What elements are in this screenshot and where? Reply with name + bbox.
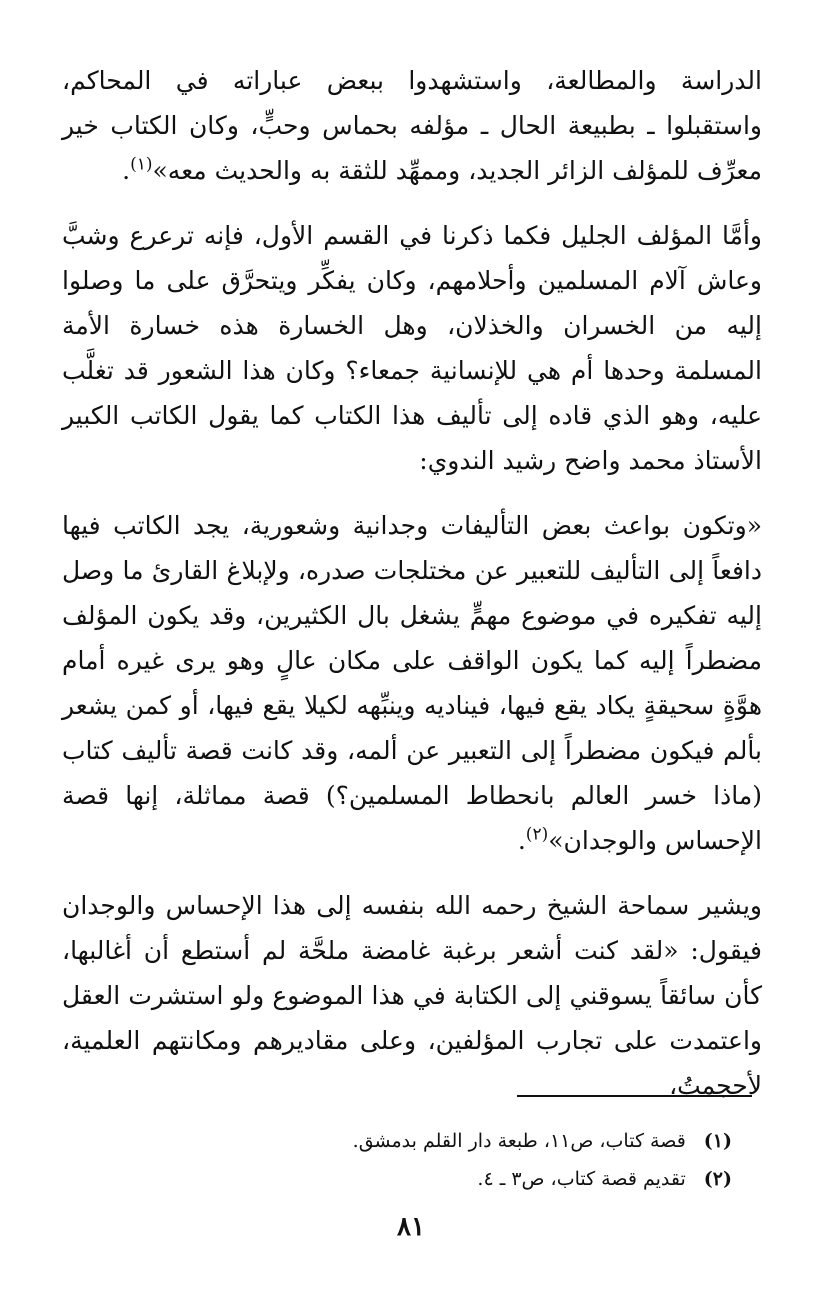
footnote-separator [517,1095,752,1097]
footnote-2-text: تقديم قصة كتاب، ص٣ ـ ٤. [477,1168,686,1190]
page-number: ٨١ [397,1212,425,1242]
footnote-marker-2[interactable]: (٢) [525,824,549,845]
footnote-2 [132,1160,732,1198]
paragraph-4-text: ويشير سماحة الشيخ رحمه الله بنفسه إلى هذا الإحساس والوجدان فيقول: «لقد كنت أشعر برغبة غامضة ملحَّة لم أستطع أن أغالبها، كأن سائقاً يسوقني إلى الكتابة في هذا الموضوع ولو استشرت العقل واعتمدت على تجارب المؤلفين، وعلى مقاديرهم ومكانتهم العلمية، لأحجمتُ، [62,891,762,1100]
paragraph-2 [62,213,762,483]
footnote-1-number: (١) [703,1130,732,1152]
footnotes [132,1122,732,1198]
paragraph-3-quote [62,503,762,863]
footnote-1 [132,1122,732,1160]
footnote-2-number: (٢) [703,1168,732,1190]
paragraph-1 [62,58,762,193]
paragraph-2-text: وأمَّا المؤلف الجليل فكما ذكرنا في القسم الأول، فإنه ترعرع وشبَّ وعاش آلام المسلمين وأحلامهم، وكان يفكِّر ويتحرَّق على ما وصلوا إليه من الخسران والخذلان، وهل الخسارة هذه خسارة الأمة المسلمة وحدها أم هي للإنسانية جمعاء؟ وكان هذا الشعور قد تغلَّب عليه، وهو الذي قاده إلى تأليف هذا الكتاب كما يقول الكاتب الكبير الأستاذ محمد واضح رشيد الندوي: [62,221,762,475]
paragraph-3-text: «وتكون بواعث بعض التأليفات وجدانية وشعورية، يجد الكاتب فيها دافعاً إلى التأليف للتعبير عن مختلجات صدره، ولإبلاغ القارئ ما وصل إليه تفكيره في موضوع مهمٍّ يشغل بال الكثيرين، وقد يكون المؤلف مضطراً إليه كما يكون الواقف على مكان عالٍ وهو يرى غيره أمام هوَّةٍ سحيقةٍ يكاد يقع فيها، فيناديه وينبِّهه لكيلا يقع فيها، أو كمن يشعر بألم فيكون مضطراً إلى التعبير عن ألمه، وقد كانت قصة تأليف كتاب (ماذا خسر العالم بانحطاط المسلمين؟) قصة مماثلة، إنها قصة الإحساس والوجدان» [62,511,763,855]
paragraph-4 [62,883,762,1108]
paragraph-3-tail: . [517,826,526,855]
footnote-marker-1[interactable]: (١) [130,154,153,175]
paragraph-1-tail: . [122,156,131,185]
footnote-1-text: قصة كتاب، ص١١، طبعة دار القلم بدمشق. [352,1130,686,1152]
paragraph-1-text: الدراسة والمطالعة، واستشهدوا ببعض عباراته في المحاكم، واستقبلوا ـ بطبيعة الحال ـ مؤلفه بحماس وحبٍّ، وكان الكتاب خير معرِّف للمؤلف الزائر الجديد، وممهِّد للثقة به والحديث معه» [62,66,762,185]
page-body [62,58,762,1108]
